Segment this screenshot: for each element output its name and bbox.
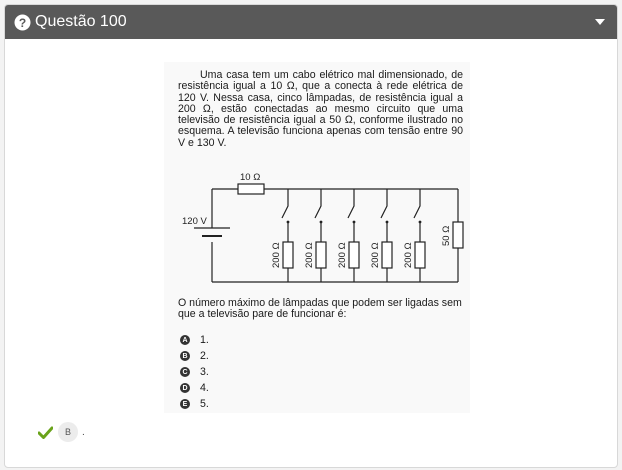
option-text: 3. (200, 366, 209, 378)
question-card (4, 4, 618, 468)
answer-suffix: . (82, 426, 85, 438)
svg-text:?: ? (18, 16, 27, 30)
option-text: 4. (200, 382, 209, 394)
option-b (180, 348, 209, 364)
question-header[interactable] (5, 5, 617, 39)
tv-resistance-label: 50 Ω (441, 225, 452, 246)
lamp-resistance-label: 200 Ω (337, 242, 348, 268)
option-letter-badge: A (180, 335, 190, 345)
option-letter-badge: E (180, 399, 190, 409)
lamp-resistance-label: 200 Ω (304, 242, 315, 268)
question-image (164, 62, 470, 413)
lamp-resistance-label: 200 Ω (370, 242, 381, 268)
option-c (180, 364, 209, 380)
lamp-resistance-label: 200 Ω (403, 242, 414, 268)
answer-row (38, 421, 85, 443)
option-text: 1. (200, 334, 209, 346)
option-d (180, 380, 209, 396)
caret-down-icon[interactable] (595, 19, 605, 25)
option-letter-badge: D (180, 383, 190, 393)
source-voltage-label: 120 V (182, 216, 207, 227)
answer-letter-badge: B (58, 422, 78, 442)
lamp-resistance-label: 200 Ω (271, 242, 282, 268)
answer-options (180, 332, 209, 412)
question-circle-icon (14, 14, 31, 31)
question-title: Questão 100 (35, 13, 127, 30)
question-text: Uma casa tem um cabo elétrico mal dimensionado, de resistência igual a 10 Ω, que a conecta à rede elétrica de 120 V. Nessa casa, cinco lâmpadas, de resistência igual a 200 Ω, estão conectadas ao mesmo circuito que uma televisão de resistência igual a 50 Ω, conforme ilustrado no esquema. A televisão funciona apenas com tensão entre 90 V e 130 V. (178, 69, 463, 149)
option-text: 5. (200, 398, 209, 410)
option-letter-badge: C (180, 367, 190, 377)
check-icon (38, 426, 53, 439)
option-a (180, 332, 209, 348)
option-text: 2. (200, 350, 209, 362)
cable-resistance-label: 10 Ω (240, 172, 261, 183)
option-e (180, 396, 209, 412)
circuit-diagram (164, 162, 470, 297)
option-letter-badge: B (180, 351, 190, 361)
question-prompt: O número máximo de lâmpadas que podem ser ligadas sem que a televisão pare de funcionar é: (178, 297, 462, 321)
